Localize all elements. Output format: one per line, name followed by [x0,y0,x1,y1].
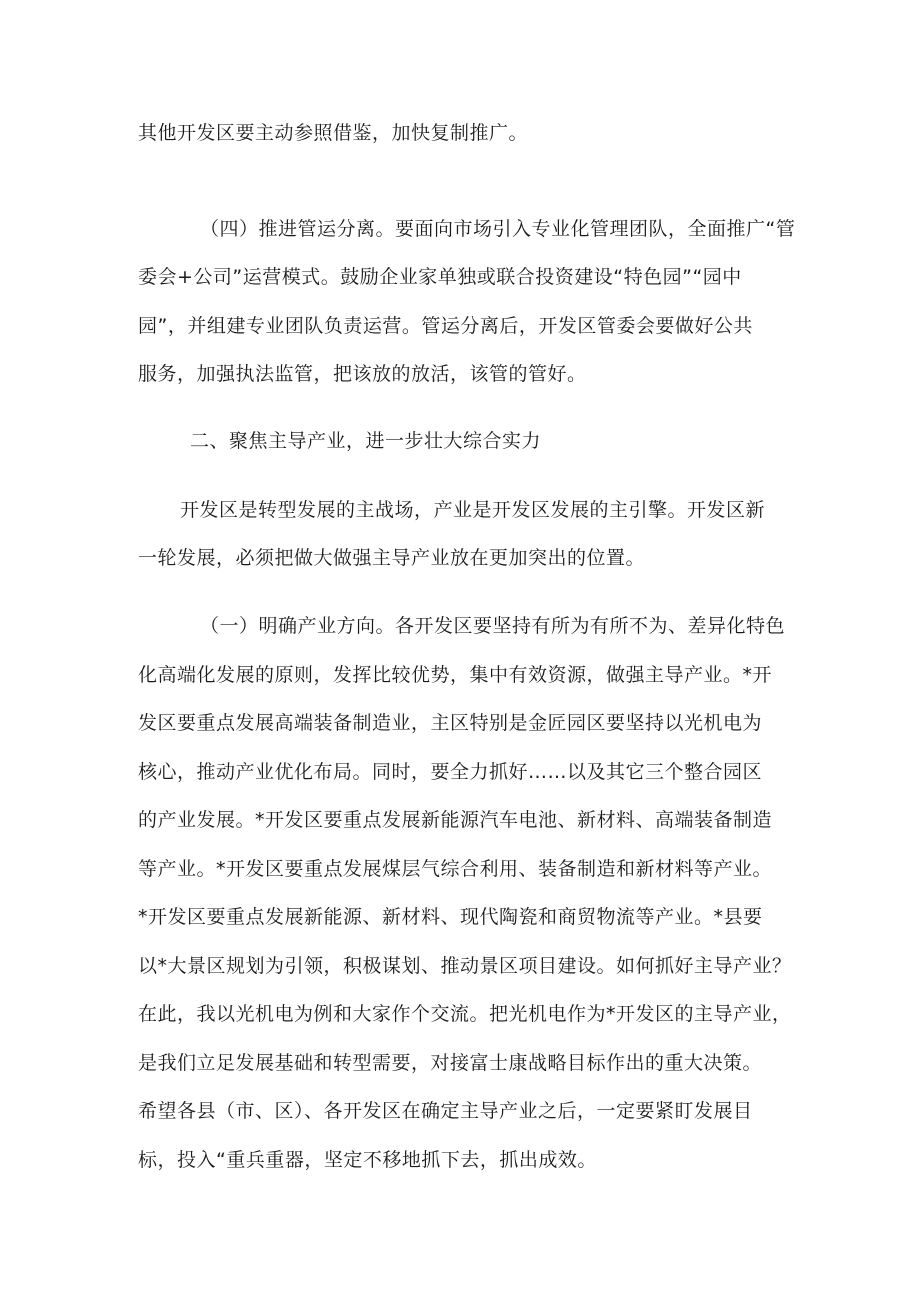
paragraph-line: 服务，加强执法监管，把该放的放活，该管的管好。 [138,363,587,385]
paragraph-line: （一）明确产业方向。各开发区要坚持有所为有所不为、差异化特色 [200,615,786,637]
paragraph-line: 一轮发展，必须把做大做强主导产业放在更加突出的位置。 [138,547,646,569]
paragraph-line: 的产业发展。*开发区要重点发展新能源汽车电池、新材料、高端装备制造 [138,809,773,831]
paragraph-line: 化高端化发展的原则，发挥比较优势，集中有效资源，做强主导产业。*开 [138,664,773,686]
paragraph-line: 其他开发区要主动参照借鉴，加快复制推广。 [138,122,529,144]
paragraph-line: 标，投入“重兵重器，坚定不移地抓下去，抓出成效。 [138,1149,597,1171]
paragraph-line: 开发区是转型发展的主战场，产业是开发区发展的主引擎。开发区新 [180,499,766,521]
section-heading: 二、聚焦主导产业，进一步壮大综合实力 [190,430,542,452]
paragraph-line: 等产业。*开发区要重点发展煤层气综合利用、装备制造和新材料等产业。 [138,858,773,880]
paragraph-line: 在此，我以光机电为例和大家作个交流。把光机电作为*开发区的主导产业， [138,1003,792,1025]
paragraph-line: 园”，并组建专业团队负责运营。管运分离后，开发区管委会要做好公共 [138,315,753,337]
paragraph-line: 是我们立足发展基础和转型需要，对接富士康战略目标作出的重大决策。 [138,1052,763,1074]
paragraph-line: *开发区要重点发展新能源、新材料、现代陶瓷和商贸物流等产业。*县要 [138,906,763,928]
paragraph-line: 委会+公司”运营模式。鼓励企业家单独或联合投资建设“特色园”“园中 [138,266,742,288]
paragraph-line: 以*大景区规划为引领，积极谋划、推动景区项目建设。如何抓好主导产业？ [138,955,792,977]
paragraph-line: （四）推进管运分离。要面向市场引入专业化管理团队，全面推广“管 [200,218,796,240]
paragraph-line: 核心，推动产业优化布局。同时，要全力抓好……以及其它三个整合园区 [138,761,763,783]
paragraph-line: 发区要重点发展高端装备制造业，主区特别是金匠园区要坚持以光机电为 [138,712,763,734]
paragraph-line: 希望各县（市、区）、各开发区在确定主导产业之后，一定要紧盯发展目 [138,1100,753,1122]
